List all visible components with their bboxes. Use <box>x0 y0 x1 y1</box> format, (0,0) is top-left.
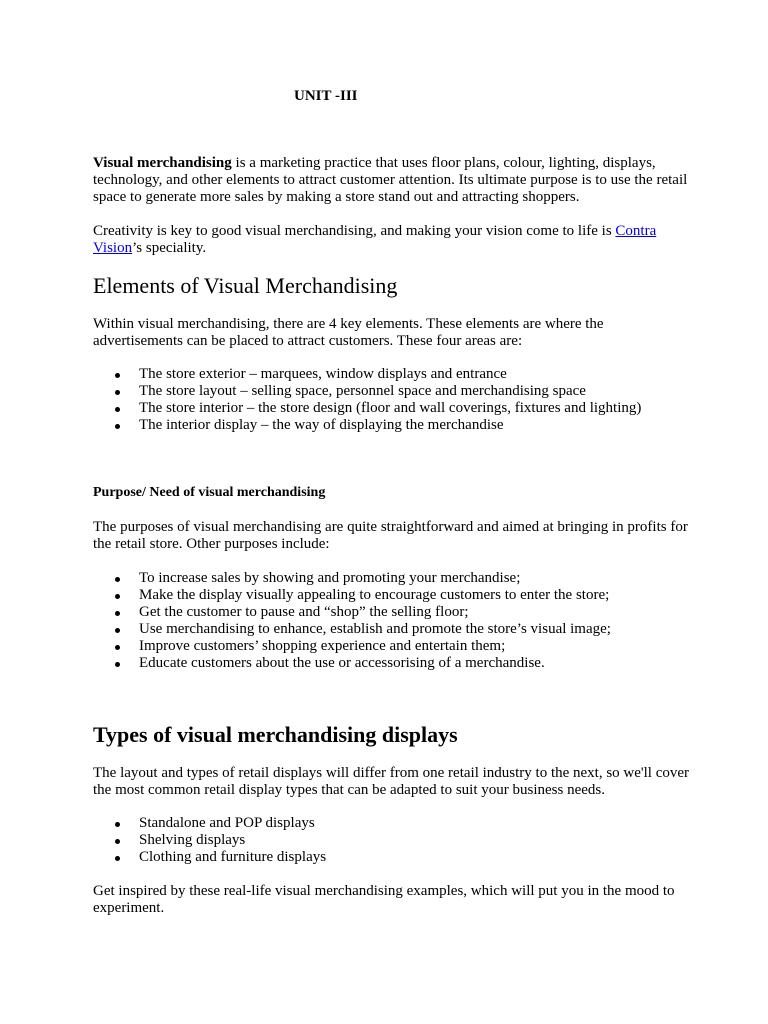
list-item <box>93 832 733 849</box>
list-item <box>93 383 733 400</box>
bullet-icon <box>115 424 120 429</box>
list-item-text: Educate customers about the use or accessorising of a merchandise. <box>139 655 545 671</box>
list-item-text: Standalone and POP displays <box>139 815 315 831</box>
closing-paragraph: Get inspired by these real-life visual merchandising examples, which will put you in the mood to experiment. <box>93 883 675 916</box>
list-item-text: Clothing and furniture displays <box>139 849 327 865</box>
creativity-paragraph <box>93 223 693 257</box>
list-item <box>93 638 733 655</box>
elements-heading: Elements of Visual Merchandising <box>93 273 398 298</box>
types-heading: Types of visual merchandising displays <box>93 722 458 747</box>
list-item <box>93 570 733 587</box>
bullet-icon <box>115 645 120 650</box>
bullet-icon <box>115 611 120 616</box>
list-item <box>93 417 733 434</box>
list-item <box>93 815 733 832</box>
bullet-icon <box>115 373 120 378</box>
bullet-icon <box>115 839 120 844</box>
intro-paragraph <box>93 155 693 206</box>
intro-bold-term: Visual merchandising <box>93 155 232 171</box>
types-list <box>93 815 733 866</box>
list-item-text: The store interior – the store design (floor and wall coverings, fixtures and lighting) <box>139 400 642 416</box>
elements-paragraph: Within visual merchandising, there are 4 key elements. These elements are where the advertisements can be placed to attract customers. These four areas are: <box>93 316 604 349</box>
bullet-icon <box>115 390 120 395</box>
bullet-icon <box>115 577 120 582</box>
list-item-text: Get the customer to pause and “shop” the selling floor; <box>139 604 469 620</box>
bullet-icon <box>115 662 120 667</box>
list-item <box>93 604 733 621</box>
bullet-icon <box>115 628 120 633</box>
contra-vision-link[interactable]: Contra Vision <box>93 223 657 256</box>
list-item-text: The store exterior – marquees, window displays and entrance <box>139 366 507 382</box>
bullet-icon <box>115 594 120 599</box>
list-item <box>93 366 733 383</box>
list-item-text: Improve customers’ shopping experience and entertain them; <box>139 638 506 654</box>
list-item-text: The interior display – the way of displaying the merchandise <box>139 417 504 433</box>
creativity-suffix: ’s speciality. <box>132 240 207 256</box>
types-paragraph: The layout and types of retail displays will differ from one retail industry to the next, so we'll cover the most common retail display types that can be adapted to suit your business needs. <box>93 765 690 798</box>
bullet-icon <box>115 822 120 827</box>
list-item <box>93 400 733 417</box>
list-item-text: To increase sales by showing and promoting your merchandise; <box>139 570 521 586</box>
bullet-icon <box>115 407 120 412</box>
purpose-paragraph: The purposes of visual merchandising are quite straightforward and aimed at bringing in profits for the retail store. Other purposes include: <box>93 519 688 552</box>
list-item-text: Make the display visually appealing to encourage customers to enter the store; <box>139 587 610 603</box>
list-item-text: Use merchandising to enhance, establish and promote the store’s visual image; <box>139 621 611 637</box>
intro-text: is a marketing practice that uses floor plans, colour, lighting, displays, technology, and other elements to attract customer attention. Its ultimate purpose is to use the retail space to generate more sales by making a store stand out and attracting shoppers. <box>93 155 688 205</box>
list-item <box>93 655 733 672</box>
list-item-text: The store layout – selling space, personnel space and merchandising space <box>139 383 586 399</box>
list-item <box>93 587 733 604</box>
list-item <box>93 849 733 866</box>
unit-title: UNIT -III <box>294 88 358 104</box>
bullet-icon <box>115 856 120 861</box>
purpose-list <box>93 570 733 672</box>
elements-list <box>93 366 733 434</box>
creativity-text: Creativity is key to good visual merchandising, and making your vision come to life is <box>93 223 616 239</box>
list-item <box>93 621 733 638</box>
purpose-heading: Purpose/ Need of visual merchandising <box>93 485 326 500</box>
list-item-text: Shelving displays <box>139 832 246 848</box>
